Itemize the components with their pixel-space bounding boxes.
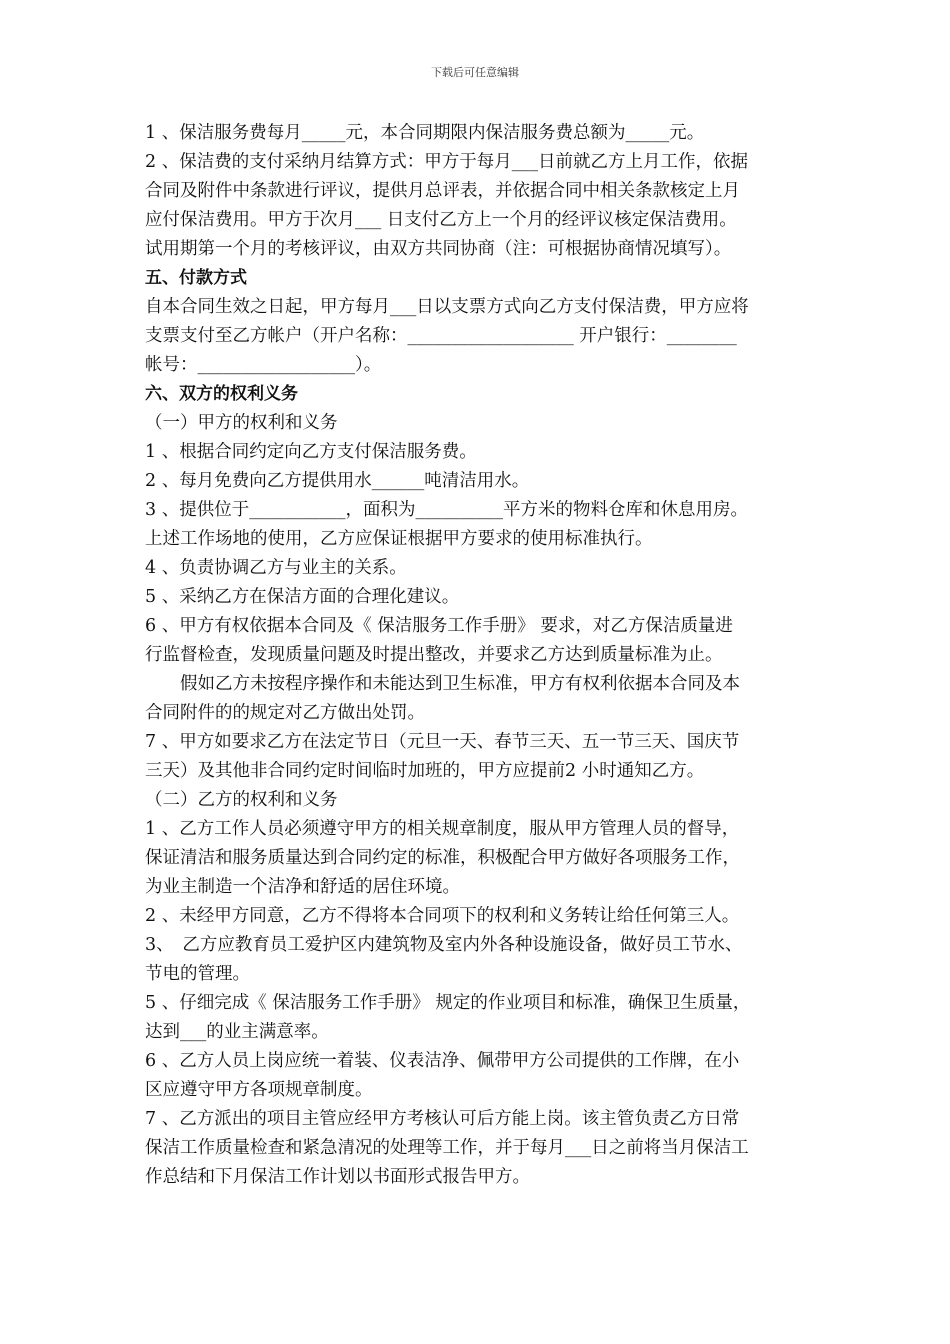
- text-line: 3、 乙方应教育员工爱护区内建筑物及室内外各种设施设备，做好员工节水、: [145, 935, 743, 955]
- text-line: 4 、负责协调乙方与业主的关系。: [145, 558, 407, 578]
- text-line: 7 、乙方派出的项目主管应经甲方考核认可后方能上岗。该主管负责乙方日常: [145, 1109, 740, 1129]
- text-line: 帐号：__________________）。: [145, 355, 382, 375]
- text-line: 试用期第一个月的考核评议，由双方共同协商（注：可根据协商情况填写）。: [145, 239, 732, 259]
- text-line: 3 、提供位于___________，面积为__________平方米的物料仓库和休息用房。: [145, 500, 748, 520]
- section-heading-rights: 六、双方的权利义务: [145, 384, 298, 404]
- section-heading-payment: 五、付款方式: [145, 268, 247, 288]
- document-body: [145, 119, 815, 1192]
- text-line: 2 、每月免费向乙方提供用水______吨清洁用水。: [145, 471, 530, 491]
- text-line: 区应遵守甲方各项规章制度。: [145, 1080, 373, 1100]
- text-line: 上述工作场地的使用，乙方应保证根据甲方要求的使用标准执行。: [145, 529, 653, 549]
- text-line: 行监督检查，发现质量问题及时提出整改，并要求乙方达到质量标准为止。: [145, 645, 723, 665]
- text-line: 7 、甲方如要求乙方在法定节日（元旦一天、春节三天、五一节三天、国庆节: [145, 732, 740, 752]
- text-line: 支票支付至乙方帐户（开户名称：___________________ 开户银行：________: [145, 326, 737, 346]
- text-line: 5 、采纳乙方在保洁方面的合理化建议。: [145, 587, 460, 607]
- text-line: 2 、未经甲方同意，乙方不得将本合同项下的权利和义务转让给任何第三人。: [145, 906, 740, 926]
- text-line: 自本合同生效之日起，甲方每月___日以支票方式向乙方支付保洁费，甲方应将: [145, 297, 749, 317]
- text-line: 应付保洁费用。甲方于次月___ 日支付乙方上一个月的经评议核定保洁费用。: [145, 210, 737, 230]
- text-line: 达到___的业主满意率。: [145, 1022, 329, 1042]
- text-line: 2 、保洁费的支付采纳月结算方式：甲方于每月___日前就乙方上月工作，依据: [145, 152, 748, 172]
- text-line: 合同及附件中条款进行评议，提供月总评表，并依据合同中相关条款核定上月: [145, 181, 740, 201]
- text-line: 5 、仔细完成《 保洁服务工作手册》 规定的作业项目和标准，确保卫生质量，: [145, 993, 751, 1013]
- text-line: 节电的管理。: [145, 964, 250, 984]
- text-line: 作总结和下月保洁工作计划以书面形式报告甲方。: [145, 1167, 530, 1187]
- text-line: 1 、保洁服务费每月_____元，本合同期限内保洁服务费总额为_____元。: [145, 123, 705, 143]
- subsection-heading-party-a: （一）甲方的权利和义务: [145, 413, 338, 433]
- text-line: 为业主制造一个洁净和舒适的居住环境。: [145, 877, 460, 897]
- subsection-heading-party-b: （二）乙方的权利和义务: [145, 790, 338, 810]
- text-line: 假如乙方未按程序操作和未能达到卫生标准，甲方有权利依据本合同及本: [180, 674, 740, 694]
- text-line: 1 、根据合同约定向乙方支付保洁服务费。: [145, 442, 477, 462]
- text-line: 1 、乙方工作人员必须遵守甲方的相关规章制度，服从甲方管理人员的督导，: [145, 819, 740, 839]
- text-line: 保洁工作质量检查和紧急清况的处理等工作，并于每月___日之前将当月保洁工: [145, 1138, 749, 1158]
- page-header-note: 下载后可任意编辑: [431, 66, 519, 79]
- text-line: 6 、甲方有权依据本合同及《 保洁服务工作手册》 要求，对乙方保洁质量进: [145, 616, 733, 636]
- text-line: 合同附件的的规定对乙方做出处罚。: [145, 703, 425, 723]
- text-line: 三天）及其他非合同约定时间临时加班的，甲方应提前2 小时通知乙方。: [145, 761, 705, 781]
- text-line: 6 、乙方人员上岗应统一着装、仪表洁净、佩带甲方公司提供的工作牌，在小: [145, 1051, 740, 1071]
- text-line: 保证清洁和服务质量达到合同约定的标准，积极配合甲方做好各项服务工作，: [145, 848, 740, 868]
